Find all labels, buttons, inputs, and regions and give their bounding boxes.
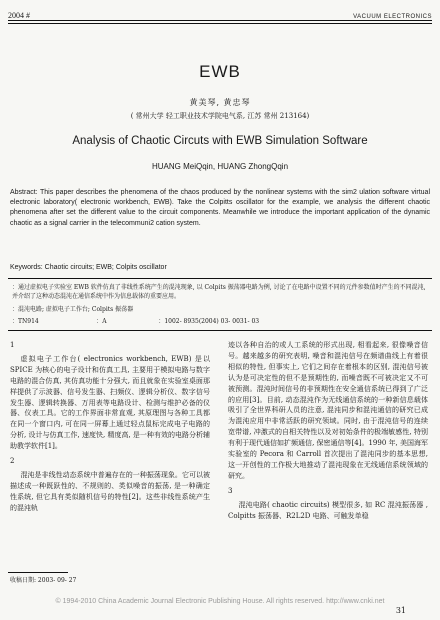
running-header [8,6,432,20]
footnote-rule [8,572,68,573]
right-paragraph-1: 迹以各种自治的或人工系统的形式出现, 相看起来, 很像噪音信号。越来越多的研究表明, 噪音和混沌信号在频谱曲线上有着很相似的特性, 但事实上, 它们之间存在着根本的区别, 混沌信号被认为是可决定性的但不是预期性的, 而噪音既不可被决定又不可被预测。混沌时间信号的非预期性在安全通信系统已得到了广泛的应用[3]。目前, 动态混沌作为无线通信系统的一种新信息载体吸引了全世界科研人员的注意, 混沌同步和混沌通信的研究已成为混沌应用中非常活跃的研究领域。同时, 由于混沌信号的连续宽带谱, 冲激式的自相关特性以及对初始条件的极端敏感性, 特别有利于现代通信如扩频通信, 保密通信等[4]。1990 年, 美国海军实验室的 Pecora 和 Carroll 首次提出了混沌同步的基本思想, 这一开创性的工作极大地推动了混沌现象在无线通信系统领域的研究。 [228,341,428,480]
affiliation-cn: ( 常州大学 轻工职业技术学院电气系, 江苏 常州 213164) [130,112,310,120]
copyright-notice: © 1994-2010 China Academic Journal Electronic Publishing House. All rights reserved. http://www.cnki.net [55,598,385,605]
abstract-en-label: Abstract: [10,189,38,196]
title-cn: EWB [199,62,241,81]
abstract-en-text: This paper describes the phenomena of the chaos produced by the nonlinear systems with the sim2 ulation software virtual electronic laboratory( electronic workbench, EWB). Take the Colpitts oscillator for the example, we analysis the different chaotic phenomena after set the different value to the circuit components. Meanwhile we introduce the important application of the dynamic chaotic as a signal carrier in the telecommuni2 cation system. [10,189,431,227]
keywords-cn: ：混沌电路; 虚拟电子工作台; Colpits 振荡器 [12,306,134,313]
header-rule [8,20,432,21]
section-3-heading: 3 [228,486,233,495]
section-3-paragraph: 混沌电路( chaotic circuits) 模型很多, 如 RC 混沌振荡器 , Colpitts 振荡器、R2L2D 电路、可触发单稳 [228,500,428,520]
abstract-en [10,188,430,229]
header-year: 2004 # [8,11,30,20]
footnote-received-date: 收稿日期: 2003- 09- 27 [10,577,77,584]
section-1-paragraph: 虚拟电子工作台( electronics workbench, EWB) 是以 SPICE 为核心的电子设计和仿真工具, 主要用于模拟电路与数字电路的混合仿真, 其仿真功能十分强大, 而且就象在实验室桌面那样提供了示波器、信号发生器、扫频仪、逻辑分析仪、数字信号发生器、逻辑转换器、万用表等电路设计、检测与维护必备的仪器、仪表工具。它的工作界面非常直观, 其原理图与各种工具都在同一个窗口内, 可在同一屏幕上通过轻点鼠标完成电子电路的分析, 设计与仿真工作, 速度快, 精度高, 是一种有效的电路分析辅助教学软件[1]。 [10,354,210,451]
column-left [10,340,210,518]
section-2-heading: 2 [10,457,15,466]
classification-rule [8,330,432,331]
abstract-cn: ：通过虚拟电子实验室 EWB 软件仿真了非线性系统产生的混沌现象, 以 Colpits 振荡器电路为例, 讨论了在电路中设置不同的元件参数值时产生的不同混沌, 并介绍了这种动态混沌在通信系统中作为信息载体的重要应用。 [12,284,426,300]
title-en: Analysis of Chaotic Circuts with EWB Simulation Software [72,135,368,147]
authors-cn: 黄美琴, 黄忠琴 [189,98,251,107]
header-rule-thin [8,23,432,24]
header-journal: VACUUM ELECTRONICS [353,14,432,20]
section-1-heading: 1 [10,341,15,349]
keywords-en-label: Keywords: [10,264,43,271]
keywords-en [10,264,430,271]
classification-line [12,316,428,325]
authors-en: HUANG MeiQqin, HUANG ZhongQqin [151,162,289,171]
column-right [228,340,428,526]
document-code: ：A [96,318,107,325]
keywords-en-text: Chaotic circuits; EWB; Colpits oscillator [44,264,167,271]
page-number: 31 [395,606,406,615]
article-id: ：1002- 8935(2004) 03- 0031- 03 [158,318,260,325]
clc-number: ：TN914 [12,318,39,325]
section-2-paragraph: 混沌是非线性动态系统中普遍存在的一种振荡现象。它可以被描述成一种既跃性的、不规则的、类似噪音的振荡, 是一种确定性系统, 但它具有类似随机信号的特性[2]。这些非线性系统产生的混沌轨 [10,470,210,512]
abstract-rule [8,278,432,279]
